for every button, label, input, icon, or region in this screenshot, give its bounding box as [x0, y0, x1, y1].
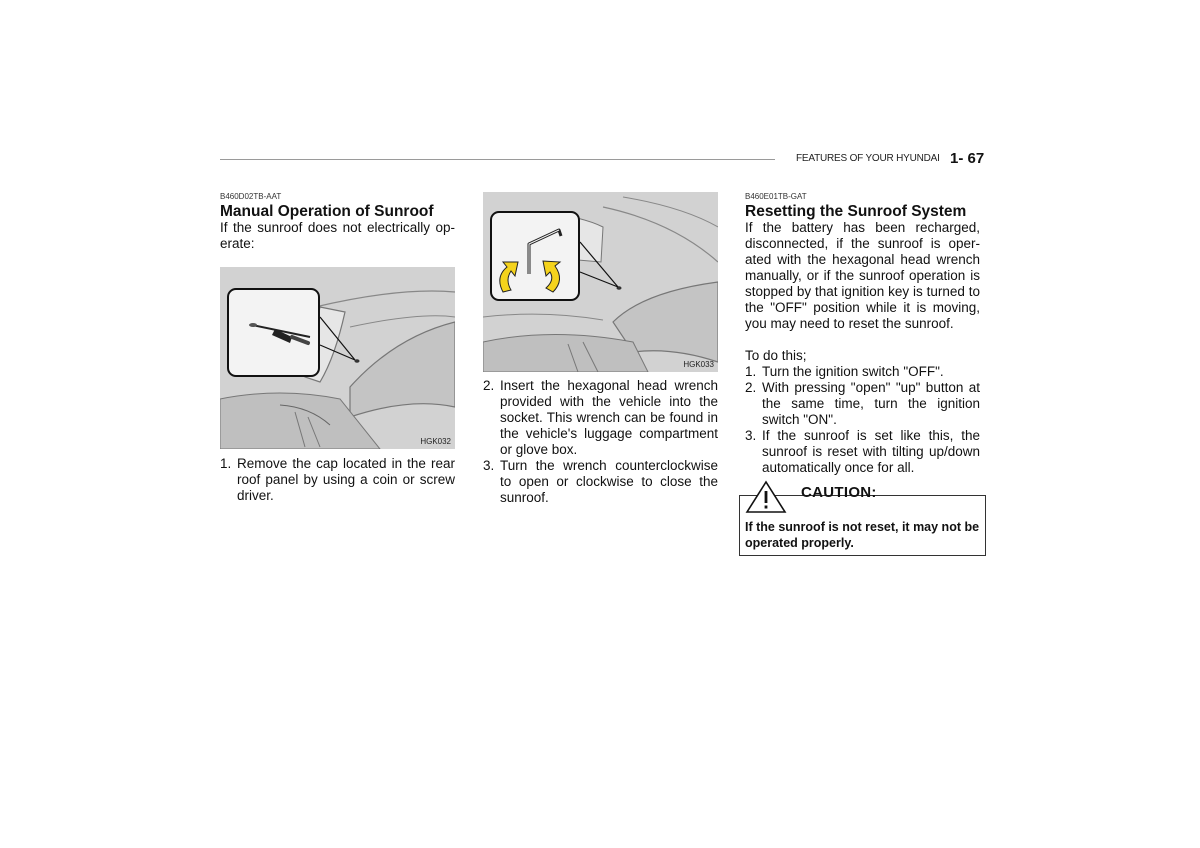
caution-header [744, 480, 984, 514]
section-title-resetting: Resetting the Sunroof System [745, 203, 967, 220]
list-item: 1. Turn the ignition switch "OFF". [745, 364, 944, 379]
list-item: 3. If the sunroof is set like this, the sunroof is reset with tilting up/down automatically once for all. [745, 428, 980, 475]
manual-steps-list-continued [483, 378, 718, 506]
manual-steps-list [220, 456, 455, 504]
warning-triangle-icon [744, 480, 792, 514]
roof-illustration-2 [483, 192, 718, 372]
list-item: 2. With pressing "open" "up" button at the same time, turn the ignition switch "ON". [745, 380, 980, 427]
caution-label: CAUTION: [801, 484, 877, 501]
page-number: 1- 67 [950, 150, 985, 167]
manual-operation-section [220, 192, 455, 504]
caution-text: If the sunroof is not reset, it may not be operated properly. [745, 520, 980, 550]
section-code: B460D02TB-AAT [220, 192, 282, 201]
caution-box [739, 484, 986, 556]
section-title-manual-operation: Manual Operation of Sunroof [220, 203, 434, 220]
section-code: B460E01TB-GAT [745, 192, 807, 201]
list-item: 3. Turn the wrench counterclockwise to open or clockwise to close the sunroof. [483, 458, 718, 505]
section-title: FEATURES OF YOUR HYUNDAI [796, 153, 940, 164]
figure-remove-cap [220, 267, 455, 449]
header-rule [220, 159, 775, 160]
figure-insert-wrench [483, 192, 718, 372]
resetting-section [745, 192, 980, 476]
list-item: 1. Remove the cap located in the rear roof panel by using a coin or screw driver. [220, 456, 455, 503]
reset-steps-list [745, 364, 980, 476]
resetting-body: If the battery has been recharged, disconnected, if the sunroof is oper-ated with the hexagonal head wrench manually, or if the sunroof operation is stopped by that ignition key is turned to the "OFF" position while it is moving, you may need to reset the sunroof. [745, 220, 980, 331]
todo-text: To do this; [745, 348, 807, 363]
figure-code: HGK032 [420, 437, 451, 446]
roof-illustration-1 [220, 267, 455, 449]
intro-text: If the sunroof does not electrically op-erate: [220, 220, 455, 251]
figure-code: HGK033 [683, 360, 714, 369]
manual-operation-continued [483, 192, 718, 506]
list-item: 2. Insert the hexagonal head wrench provided with the vehicle into the socket. This wrench can be found in the vehicle's luggage compartment or glove box. [483, 378, 718, 457]
